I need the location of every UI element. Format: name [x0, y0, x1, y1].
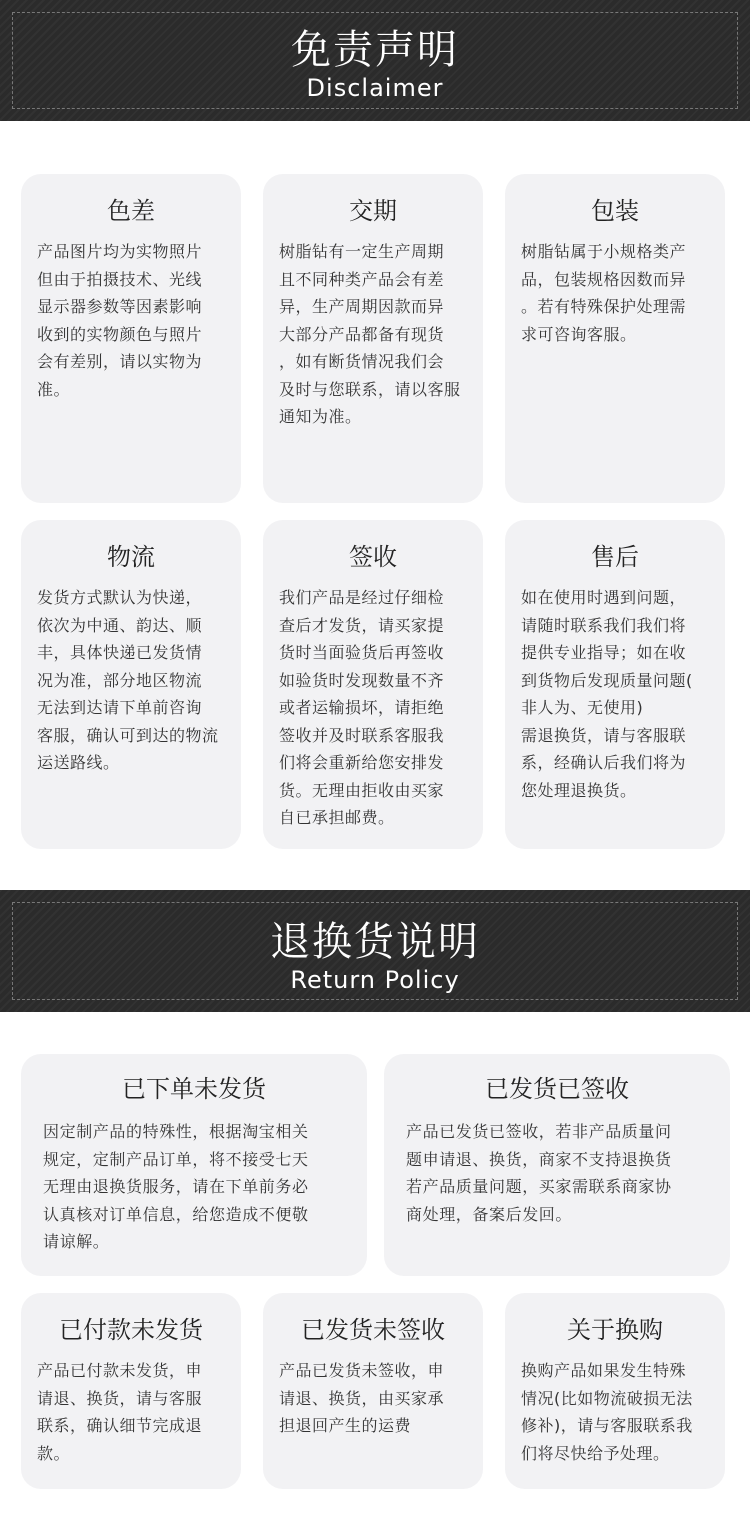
card-body: 产品已发货未签收，申 请退、换货，由买家承 担退回产生的运费 [279, 1361, 445, 1435]
return-policy-subtitle: Return Policy [290, 966, 460, 994]
card-exchange [505, 1293, 725, 1489]
card-body: 产品已发货已签收，若非产品质量问 题申请退、换货，商家不支持退换货 若产品质量问题，买家需联系商家协 商处理，备案后发回。 [406, 1122, 672, 1224]
card-body: 因定制产品的特殊性，根据淘宝相关 规定，定制产品订单，将不接受七天 无理由退换货服务，请在下单前务必 认真核对订单信息，给您造成不便敬 请谅解。 [43, 1122, 309, 1251]
card-title: 已下单未发货 [122, 1075, 266, 1103]
card-title: 关于换购 [567, 1316, 663, 1344]
card-title: 包装 [591, 197, 639, 225]
return-policy-banner [0, 890, 750, 1012]
disclaimer-subtitle: Disclaimer [306, 74, 444, 102]
card-title: 色差 [107, 197, 155, 225]
card-body: 如在使用时遇到问题， 请随时联系我们我们将 提供专业指导；如在收 到货物后发现质量问题( 非人为、无使用) 需退换货，请与客服联 系，经确认后我们将为 您处理退换货。 [521, 588, 693, 800]
card-packaging [505, 174, 725, 503]
card-after-sales [505, 520, 725, 849]
disclaimer-banner [0, 0, 750, 121]
card-body: 产品图片均为实物照片 但由于拍摄技术、光线 显示器参数等因素影响 收到的实物颜色与照片 会有差别，请以实物为 准。 [37, 242, 203, 399]
card-body: 我们产品是经过仔细检 查后才发货，请买家提 货时当面验货后再签收 如验货时发现数量不齐 或者运输损坏，请拒绝 签收并及时联系客服我 们将会重新给您安排发 货。无理由拒收由买家 自已承担邮费。 [279, 588, 445, 827]
card-body: 产品已付款未发货，申 请退、换货，请与客服 联系，确认细节完成退 款。 [37, 1361, 203, 1463]
card-shipped-signed [384, 1054, 730, 1276]
card-title: 已发货已签收 [485, 1075, 629, 1103]
card-title: 已付款未发货 [59, 1316, 203, 1344]
card-color-difference [21, 174, 241, 503]
card-ordered-not-shipped [21, 1054, 367, 1276]
card-paid-not-shipped [21, 1293, 241, 1489]
card-title: 物流 [107, 543, 155, 571]
card-body: 树脂钻有一定生产周期 且不同种类产品会有差 异，生产周期因款而异 大部分产品都备有现货 ，如有断货情况我们会 及时与您联系，请以客服 通知为准。 [279, 242, 461, 426]
card-logistics [21, 520, 241, 849]
card-body: 发货方式默认为快递， 依次为中通、韵达、顺 丰，具体快递已发货情 况为准，部分地区物流 无法到达请下单前咨询 客服，确认可到达的物流 运送路线。 [37, 588, 219, 772]
card-title: 交期 [349, 197, 397, 225]
card-shipped-not-signed [263, 1293, 483, 1489]
card-signing [263, 520, 483, 849]
card-title: 售后 [591, 543, 639, 571]
card-body: 树脂钻属于小规格类产 品，包装规格因数而异 。若有特殊保护处理需 求可咨询客服。 [521, 242, 687, 344]
card-delivery-time [263, 174, 483, 503]
card-body: 换购产品如果发生特殊 情况(比如物流破损无法 修补)，请与客服联系我 们将尽快给予处理。 [521, 1361, 693, 1463]
return-policy-title: 退换货说明 [270, 919, 480, 965]
disclaimer-title: 免责声明 [291, 27, 459, 73]
card-title: 已发货未签收 [301, 1316, 445, 1344]
card-title: 签收 [349, 543, 397, 571]
